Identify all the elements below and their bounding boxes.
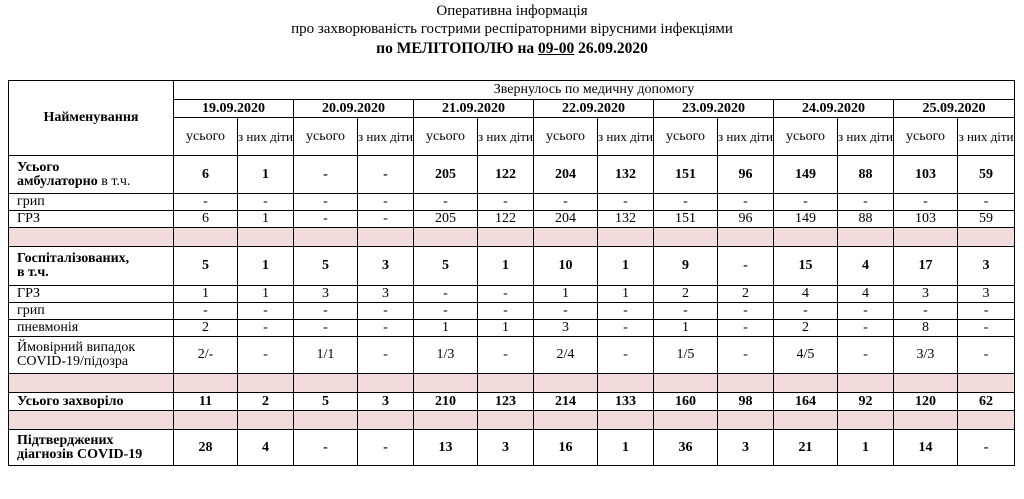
separator-cell (358, 228, 414, 247)
separator-cell (238, 228, 294, 247)
separator-cell (598, 374, 654, 393)
cell-total: 2 (654, 286, 718, 303)
cell-children: 3 (958, 247, 1015, 286)
cell-children: 3 (358, 286, 414, 303)
cell-total: - (294, 430, 358, 466)
cell-total: 5 (294, 393, 358, 411)
cell-total: 149 (774, 211, 838, 228)
cell-total: - (174, 303, 238, 320)
morbidity-table (8, 80, 1015, 466)
cell-children: 1 (838, 430, 894, 466)
cell-total: - (894, 194, 958, 211)
row-label (9, 247, 174, 286)
separator-cell (894, 411, 958, 430)
row-label (9, 211, 174, 228)
separator-cell (534, 228, 598, 247)
cell-total: - (174, 194, 238, 211)
separator-cell (654, 411, 718, 430)
subheader-total: усього (414, 118, 478, 156)
subheader-total: усього (774, 118, 838, 156)
row-label-line1: ГРЗ (17, 211, 41, 226)
report-time: 09-00 (538, 40, 575, 57)
cell-children: - (238, 303, 294, 320)
cell-children: - (358, 156, 414, 194)
row-label (9, 337, 174, 374)
cell-children: - (598, 337, 654, 374)
separator-row (9, 374, 1015, 393)
cell-total: 214 (534, 393, 598, 411)
cell-total: - (774, 194, 838, 211)
separator-cell (358, 411, 414, 430)
separator-cell (718, 228, 774, 247)
cell-total: 6 (174, 156, 238, 194)
separator-cell (598, 228, 654, 247)
date-header: 19.09.2020 (174, 100, 294, 118)
cell-total: - (414, 194, 478, 211)
separator-cell (654, 374, 718, 393)
report-location-date (0, 40, 1024, 57)
cell-children: 132 (598, 156, 654, 194)
cell-children: 1 (238, 211, 294, 228)
separator-cell (894, 374, 958, 393)
cell-children: - (358, 194, 414, 211)
row-label-line1: Госпіталізованих, (17, 251, 130, 266)
cell-total: 205 (414, 156, 478, 194)
table-row (9, 211, 1015, 228)
cell-total: 3 (894, 286, 958, 303)
separator-cell (294, 411, 358, 430)
cell-total: 2/4 (534, 337, 598, 374)
separator-cell (774, 411, 838, 430)
cell-total: 1/5 (654, 337, 718, 374)
cell-total: - (774, 303, 838, 320)
separator-cell (238, 411, 294, 430)
group-header: Звернулось по медичну допомогу (174, 81, 1015, 100)
cell-children: 1 (238, 247, 294, 286)
cell-total: 13 (414, 430, 478, 466)
cell-total: - (294, 156, 358, 194)
cell-children: 96 (718, 156, 774, 194)
separator-cell (414, 228, 478, 247)
separator-cell (894, 228, 958, 247)
separator-cell (718, 411, 774, 430)
cell-children: 98 (718, 393, 774, 411)
separator-row (9, 411, 1015, 430)
cell-children: 3 (358, 393, 414, 411)
row-label (9, 156, 174, 194)
cell-children: 133 (598, 393, 654, 411)
row-label-line1: пневмонія (17, 320, 79, 335)
table-row (9, 337, 1015, 374)
cell-children: 88 (838, 156, 894, 194)
cell-children: - (238, 194, 294, 211)
row-label-line2: в т.ч. (17, 265, 49, 280)
cell-children: - (598, 320, 654, 337)
cell-total: 16 (534, 430, 598, 466)
separator-cell (534, 411, 598, 430)
cell-children: 122 (478, 156, 534, 194)
separator-cell (9, 374, 174, 393)
cell-total: 3 (534, 320, 598, 337)
row-label (9, 393, 174, 411)
cell-children: 3 (718, 430, 774, 466)
cell-children: - (358, 337, 414, 374)
cell-total: 36 (654, 430, 718, 466)
separator-cell (478, 411, 534, 430)
cell-children: - (958, 337, 1015, 374)
row-label-line1: Усього (17, 159, 60, 175)
separator-cell (534, 374, 598, 393)
cell-total: - (414, 286, 478, 303)
row-label-line1: Усього захворіло (17, 393, 124, 409)
cell-children: - (358, 303, 414, 320)
date-header: 24.09.2020 (774, 100, 894, 118)
row-label-line2: амбулаторно (17, 173, 98, 189)
cell-total: 1 (174, 286, 238, 303)
cell-children: 62 (958, 393, 1015, 411)
row-label-line1: грип (17, 194, 45, 209)
cell-children: - (478, 303, 534, 320)
cell-children: - (838, 194, 894, 211)
cell-total: 103 (894, 156, 958, 194)
cell-children: 3 (358, 247, 414, 286)
separator-cell (598, 411, 654, 430)
separator-cell (774, 228, 838, 247)
cell-total: 4/5 (774, 337, 838, 374)
cell-total: 1/3 (414, 337, 478, 374)
subheader-children: з них діти (958, 118, 1015, 156)
separator-cell (478, 228, 534, 247)
row-label-line1: ГРЗ (17, 286, 41, 301)
cell-total: 10 (534, 247, 598, 286)
cell-total: 2 (174, 320, 238, 337)
separator-cell (238, 374, 294, 393)
cell-total: 9 (654, 247, 718, 286)
row-label (9, 286, 174, 303)
cell-total: 3 (294, 286, 358, 303)
row-label-suffix: в т.ч. (97, 173, 131, 189)
subheader-children: з них діти (598, 118, 654, 156)
report-title: Оперативна інформація (436, 3, 588, 19)
row-label-line1: Ймовірний випадок (17, 340, 136, 355)
cell-total: 204 (534, 156, 598, 194)
cell-total: 210 (414, 393, 478, 411)
separator-cell (294, 374, 358, 393)
cell-total: 151 (654, 156, 718, 194)
subheader-children: з них діти (238, 118, 294, 156)
cell-children: - (238, 337, 294, 374)
cell-total: 1 (534, 286, 598, 303)
subheader-children: з них діти (838, 118, 894, 156)
separator-cell (774, 374, 838, 393)
cell-total: 17 (894, 247, 958, 286)
cell-total: 14 (894, 430, 958, 466)
separator-cell (174, 228, 238, 247)
cell-children: - (958, 320, 1015, 337)
cell-children: 2 (238, 393, 294, 411)
cell-total: 15 (774, 247, 838, 286)
date-header: 21.09.2020 (414, 100, 534, 118)
cell-children: 3 (958, 286, 1015, 303)
separator-cell (958, 411, 1015, 430)
separator-cell (294, 228, 358, 247)
cell-total: 28 (174, 430, 238, 466)
cell-total: 164 (774, 393, 838, 411)
cell-children: 1 (598, 247, 654, 286)
cell-children: - (478, 286, 534, 303)
cell-children: - (718, 303, 774, 320)
cell-total: 8 (894, 320, 958, 337)
separator-cell (838, 228, 894, 247)
cell-children: 132 (598, 211, 654, 228)
cell-children: 1 (598, 286, 654, 303)
cell-children: 59 (958, 211, 1015, 228)
report-subtitle: про захворюваність гострими респіраторними вірусними інфекціями (291, 21, 733, 37)
cell-children: 4 (238, 430, 294, 466)
cell-children: - (958, 430, 1015, 466)
cell-total: 3/3 (894, 337, 958, 374)
cell-total: 1/1 (294, 337, 358, 374)
table-row (9, 156, 1015, 194)
separator-row (9, 228, 1015, 247)
table-row (9, 247, 1015, 286)
subheader-total: усього (654, 118, 718, 156)
cell-children: 4 (838, 286, 894, 303)
cell-children: - (838, 303, 894, 320)
cell-children: - (358, 211, 414, 228)
separator-cell (958, 228, 1015, 247)
cell-children: 1 (238, 156, 294, 194)
cell-total: 204 (534, 211, 598, 228)
date-header: 20.09.2020 (294, 100, 414, 118)
cell-children: - (478, 194, 534, 211)
cell-children: - (238, 320, 294, 337)
date-header: 23.09.2020 (654, 100, 774, 118)
cell-total: - (294, 320, 358, 337)
cell-children: 3 (478, 430, 534, 466)
cell-total: 4 (774, 286, 838, 303)
table-row (9, 430, 1015, 466)
cell-total: 1 (654, 320, 718, 337)
cell-total: - (654, 303, 718, 320)
separator-cell (9, 411, 174, 430)
cell-total: 160 (654, 393, 718, 411)
table-row (9, 194, 1015, 211)
cell-children: - (718, 247, 774, 286)
subheader-total: усього (894, 118, 958, 156)
cell-children: - (838, 337, 894, 374)
cell-total: - (534, 194, 598, 211)
row-label (9, 194, 174, 211)
cell-total: 149 (774, 156, 838, 194)
cell-total: 21 (774, 430, 838, 466)
row-label-line2: COVID-19/підозра (17, 354, 129, 369)
cell-total: 2 (774, 320, 838, 337)
separator-cell (414, 411, 478, 430)
cell-children: 88 (838, 211, 894, 228)
cell-children: - (838, 320, 894, 337)
cell-total: - (414, 303, 478, 320)
cell-total: 2/- (174, 337, 238, 374)
separator-cell (654, 228, 718, 247)
cell-children: 92 (838, 393, 894, 411)
table-row (9, 393, 1015, 411)
cell-total: - (894, 303, 958, 320)
row-label (9, 320, 174, 337)
row-label-line1: грип (17, 303, 45, 318)
cell-children: - (598, 194, 654, 211)
subheader-children: з них діти (358, 118, 414, 156)
cell-children: 122 (478, 211, 534, 228)
cell-total: - (294, 303, 358, 320)
table-row (9, 320, 1015, 337)
cell-children: - (358, 430, 414, 466)
cell-children: 4 (838, 247, 894, 286)
cell-total: 120 (894, 393, 958, 411)
separator-cell (9, 228, 174, 247)
table-row (9, 303, 1015, 320)
date-header: 22.09.2020 (534, 100, 654, 118)
cell-children: 1 (478, 320, 534, 337)
subheader-total: усього (534, 118, 598, 156)
name-column-header: Найменування (9, 81, 174, 156)
separator-cell (358, 374, 414, 393)
separator-cell (718, 374, 774, 393)
cell-children: - (718, 194, 774, 211)
cell-total: 151 (654, 211, 718, 228)
row-label (9, 303, 174, 320)
location-label: по МЕЛІТОПОЛЮ на (376, 40, 539, 57)
report-date: 26.09.2020 (574, 40, 648, 57)
subheader-children: з них діти (718, 118, 774, 156)
separator-cell (414, 374, 478, 393)
separator-cell (838, 411, 894, 430)
cell-total: 205 (414, 211, 478, 228)
cell-children: - (718, 337, 774, 374)
cell-children: 2 (718, 286, 774, 303)
cell-total: 1 (414, 320, 478, 337)
subheader-total: усього (294, 118, 358, 156)
separator-cell (958, 374, 1015, 393)
table-body (9, 81, 1015, 466)
cell-total: - (294, 194, 358, 211)
cell-children: 1 (478, 247, 534, 286)
subheader-total: усього (174, 118, 238, 156)
cell-children: 123 (478, 393, 534, 411)
cell-children: 96 (718, 211, 774, 228)
cell-total: 5 (294, 247, 358, 286)
cell-children: 59 (958, 156, 1015, 194)
cell-total: 11 (174, 393, 238, 411)
separator-cell (838, 374, 894, 393)
row-label-line2: діагнозів COVID-19 (17, 446, 143, 462)
cell-children: 1 (598, 430, 654, 466)
cell-total: 103 (894, 211, 958, 228)
cell-children: 1 (238, 286, 294, 303)
cell-children: - (358, 320, 414, 337)
separator-cell (478, 374, 534, 393)
row-label (9, 430, 174, 466)
cell-total: - (654, 194, 718, 211)
cell-children: - (478, 337, 534, 374)
cell-children: - (598, 303, 654, 320)
subheader-children: з них діти (478, 118, 534, 156)
separator-cell (174, 374, 238, 393)
table-row (9, 286, 1015, 303)
date-header: 25.09.2020 (894, 100, 1015, 118)
group-header-row (9, 81, 1015, 100)
cell-children: - (718, 320, 774, 337)
cell-total: - (294, 211, 358, 228)
separator-cell (174, 411, 238, 430)
cell-children: - (958, 194, 1015, 211)
cell-total: 5 (174, 247, 238, 286)
cell-children: - (958, 303, 1015, 320)
cell-total: - (534, 303, 598, 320)
cell-total: 5 (414, 247, 478, 286)
row-label-line1: Підтверджених (17, 432, 114, 448)
cell-total: 6 (174, 211, 238, 228)
